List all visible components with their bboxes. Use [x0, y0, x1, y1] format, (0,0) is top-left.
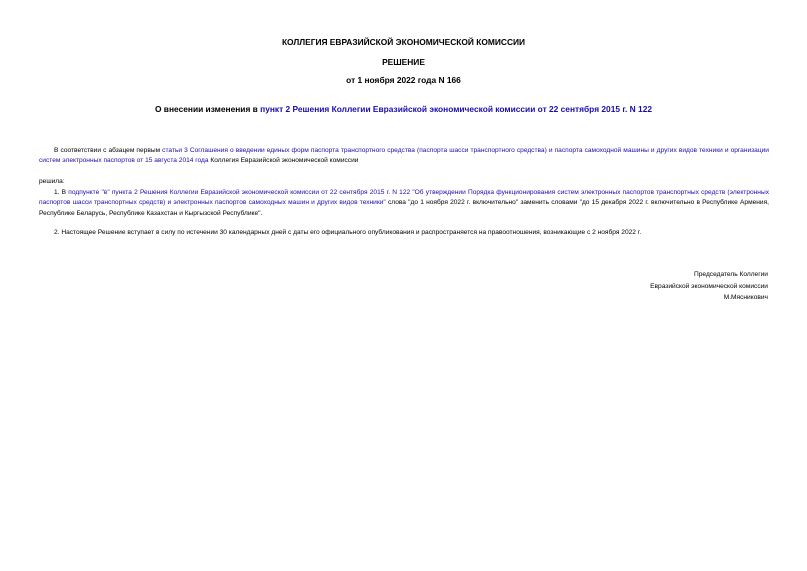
paragraph-item-2: 2. Настоящее Решение вступает в силу по истечении 30 календарных дней с даты его официального опубликования и распространяется на правоотношения, возникающие с 2 ноября 2022 г.	[54, 229, 642, 236]
resolved-label: решила:	[39, 178, 65, 185]
signature-block	[650, 269, 768, 304]
subject-prefix: О внесении изменения в	[154, 104, 261, 114]
document-type-heading: РЕШЕНИЕ	[382, 57, 425, 67]
signature-name: М.Мясникович	[723, 294, 768, 301]
agreement-article-link[interactable]: статьи 3 Соглашения о введении единых форм паспорта транспортного средства (паспорта шасси транспортного средства) и паспорта самоходной машины и других видов техники и организации систем электронных паспортов от 15 августа 2014 года	[39, 147, 769, 165]
preamble-text-end: Коллегия Евразийской экономической комиссии	[208, 157, 359, 165]
document-subject	[0, 104, 807, 115]
signature-position: Председатель Коллегии	[694, 271, 768, 278]
signature-organization: Евразийской экономической комиссии	[650, 282, 768, 290]
paragraph-preamble	[39, 146, 769, 167]
document-org-title: КОЛЛЕГИЯ ЕВРАЗИЙСКОЙ ЭКОНОМИЧЕСКОЙ КОМИССИИ	[281, 37, 526, 47]
item-1-text-end: слова "до 1 ноября 2022 г. включительно" заменить словами "до 15 декабря 2022 г. включительно в Республике Армения, Республике Беларусь, Республике Казахстан и Кыргызской Республике".	[39, 199, 770, 217]
subject-link[interactable]: пункт 2 Решения Коллегии Евразийской экономической комиссии от 22 сентября 2015 г. N 122	[260, 104, 653, 114]
document-date-number: от 1 ноября 2022 года N 166	[346, 75, 461, 85]
item-1-text-start: 1. В	[54, 189, 69, 196]
paragraph-item-1	[39, 188, 769, 219]
preamble-text-start: В соответствии с абзацем первым	[54, 147, 163, 154]
decision-subpoint-link[interactable]: подпункте "в" пункта 2 Решения Коллегии Евразийской экономической комиссии от 22 сентября 2015 г. N 122 "Об утверждении Порядка функционирования систем электронных паспортов транспортных средств (электронных паспортов шасси транспортных средств) и электронных паспортов самоходных машин и других видов техники"	[39, 189, 769, 207]
